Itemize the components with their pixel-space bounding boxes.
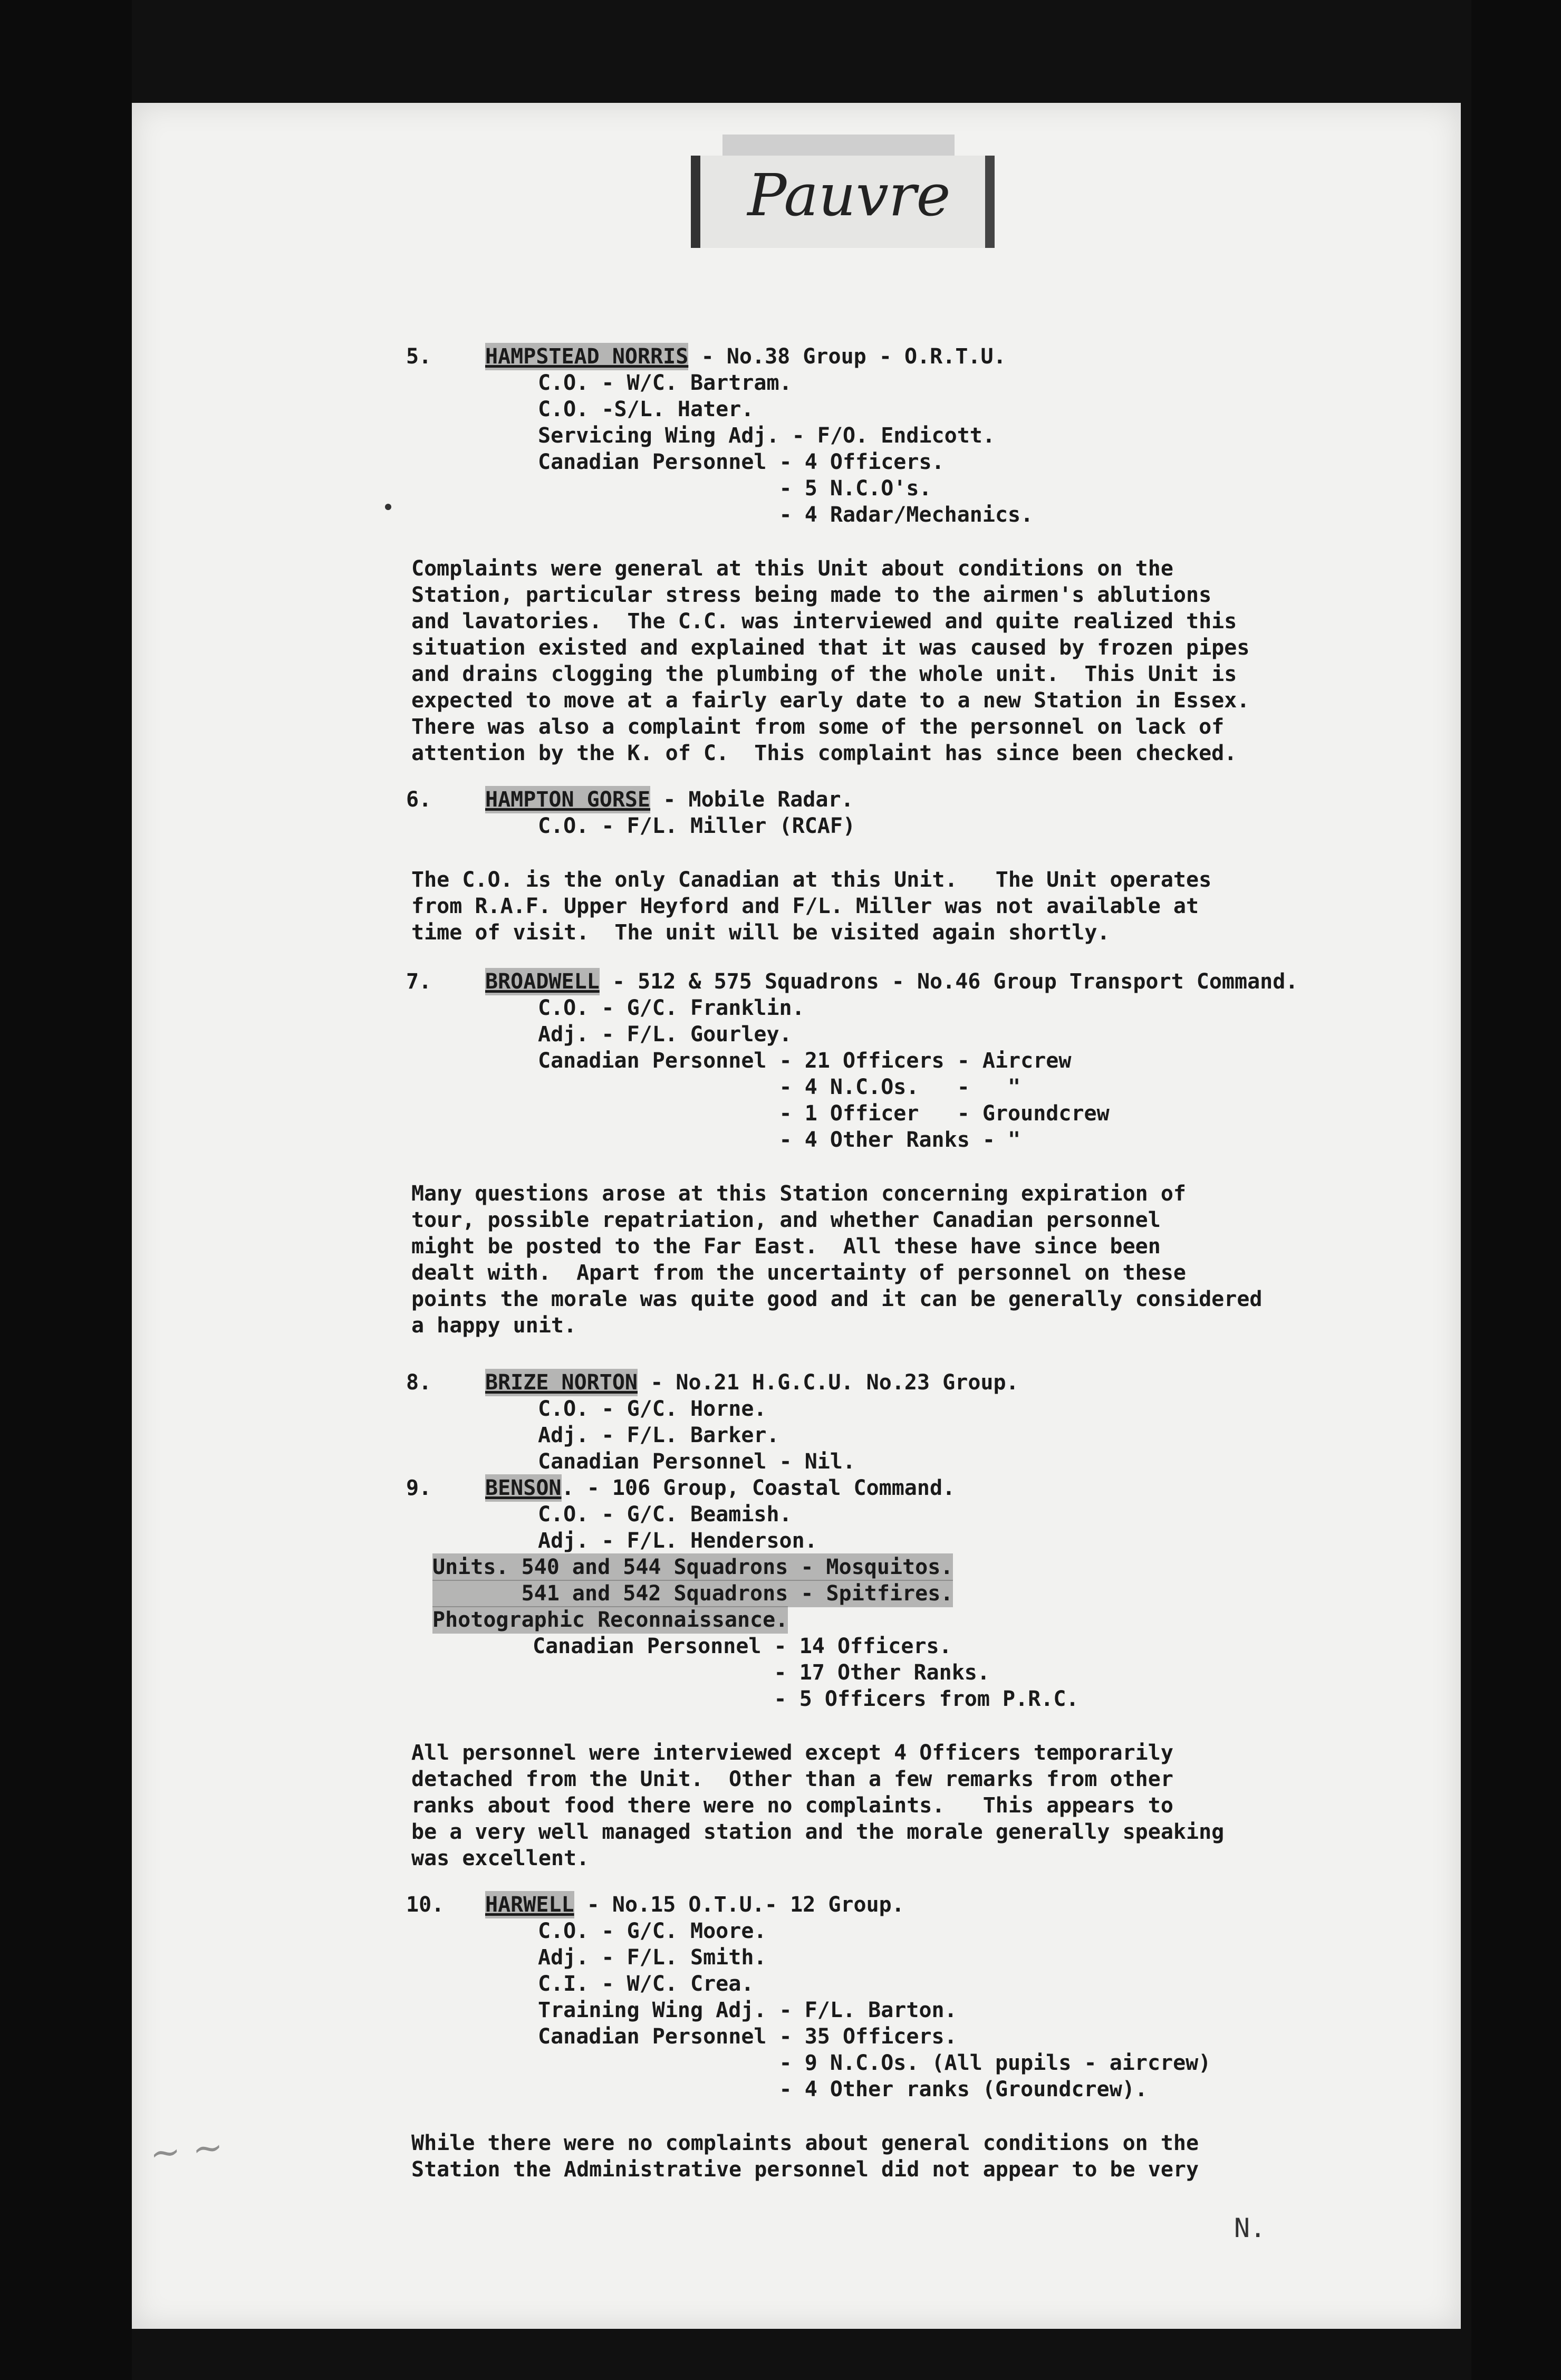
entry-number: 7. [406,970,432,994]
paragraph-line: from R.A.F. Upper Heyford and F/L. Miller was not available at [411,894,1199,918]
paragraph-line: be a very well managed station and the morale generally speaking [411,1820,1225,1844]
detail-line: Canadian Personnel - Nil. [538,1450,856,1474]
station-info: - No.15 O.T.U.- 12 Group. [574,1893,904,1917]
detail-line: C.O. - G/C. Horne. [538,1397,767,1421]
document-page [132,103,1461,2329]
detail-line: Canadian Personnel - 21 Officers - Aircrew [538,1049,1072,1073]
paragraph-line: detached from the Unit. Other than a few remarks from other [411,1767,1173,1791]
detail-line: - 4 Radar/Mechanics. [538,503,1034,527]
paragraph-line: Station, particular stress being made to the airmen's ablutions [411,583,1212,607]
personnel-line: - 5 Officers from P.R.C. [533,1687,1079,1711]
station-info: - No.38 Group - O.R.T.U. [688,344,1006,369]
paragraph-line: Complaints were general at this Unit about conditions on the [411,556,1173,581]
paragraph-line: was excellent. [411,1846,590,1870]
detail-line: Canadian Personnel - 4 Officers. [538,450,945,474]
paragraph-line: All personnel were interviewed except 4 Officers temporarily [411,1741,1173,1765]
paragraph-line: The C.O. is the only Canadian at this Unit. The Unit operates [411,868,1212,892]
detail-line: C.O. - F/L. Miller (RCAF) [538,814,856,838]
paragraph-line: While there were no complaints about general conditions on the [411,2131,1199,2155]
detail-line: Canadian Personnel - 35 Officers. [538,2024,957,2049]
detail-line: C.O. - G/C. Beamish. [538,1502,792,1527]
detail-line: C.I. - W/C. Crea. [538,1972,754,1996]
paragraph-line: and lavatories. The C.C. was interviewed and quite realized this [411,609,1237,634]
station-name: BENSON [485,1474,562,1502]
film-border-left [0,0,132,2380]
entry-number: 5. [406,344,432,369]
paragraph-line: dealt with. Apart from the uncertainty of personnel on these [411,1261,1187,1285]
detail-line: - 4 Other ranks (Groundcrew). [538,2077,1148,2101]
report-text [132,103,1461,2329]
detail-line: Adj. - F/L. Henderson. [538,1529,817,1553]
unit-line: Units. 540 and 544 Squadrons - Mosquitos. [432,1553,953,1581]
paragraph-line: tour, possible repatriation, and whether Canadian personnel [411,1208,1161,1232]
paragraph-line: and drains clogging the plumbing of the whole unit. This Unit is [411,662,1237,686]
entry-number: 8. [406,1370,432,1395]
entry-number: 6. [406,788,432,812]
detail-line: - 9 N.C.Os. (All pupils - aircrew) [538,2051,1211,2075]
corner-mark: N. [1234,2213,1266,2243]
entry-number: 10. [406,1893,445,1917]
paragraph-line: situation existed and explained that it was caused by frozen pipes [411,636,1250,660]
detail-line: Training Wing Adj. - F/L. Barton. [538,1998,957,2022]
station-info: - Mobile Radar. [650,788,854,812]
detail-line: Adj. - F/L. Barker. [538,1423,779,1447]
paragraph-line: Station the Administrative personnel did not appear to be very [411,2157,1199,2182]
paragraph-line: a happy unit. [411,1313,577,1338]
detail-line: C.O. -S/L. Hater. [538,397,754,421]
film-border-right [1471,0,1561,2380]
detail-line: C.O. - G/C. Franklin. [538,996,805,1020]
paragraph-line: Many questions arose at this Station concerning expiration of [411,1182,1187,1206]
station-info: . - 106 Group, Coastal Command. [561,1476,956,1500]
detail-line: C.O. - W/C. Bartram. [538,371,792,395]
entry-number: 9. [406,1476,432,1500]
detail-line: - 4 N.C.Os. - " [538,1075,1021,1099]
paragraph-line: might be posted to the Far East. All these have since been [411,1234,1161,1259]
punch-mark [385,504,391,510]
station-name: BRIZE NORTON [485,1369,638,1396]
paragraph-line: time of visit. The unit will be visited again shortly. [411,920,1110,945]
detail-line: - 5 N.C.O's. [538,476,932,501]
paragraph-line: attention by the K. of C. This complaint has since been checked. [411,741,1237,765]
station-name: HAMPSTEAD NORRIS [485,343,688,370]
paragraph-line: ranks about food there were no complaints. This appears to [411,1793,1173,1818]
personnel-line: - 17 Other Ranks. [533,1661,990,1685]
paragraph-line: expected to move at a fairly early date to a new Station in Essex. [411,688,1250,713]
station-info: - 512 & 575 Squadrons - No.46 Group Transport Command. [599,970,1298,994]
paragraph-line: There was also a complaint from some of the personnel on lack of [411,715,1225,739]
personnel-line: Canadian Personnel - 14 Officers. [533,1634,952,1658]
detail-line: C.O. - G/C. Moore. [538,1919,767,1943]
signature-smudge: ~ ~ [147,2125,226,2176]
unit-line: 541 and 542 Squadrons - Spitfires. [432,1580,953,1607]
detail-line: Servicing Wing Adj. - F/O. Endicott. [538,424,995,448]
detail-line: Adj. - F/L. Gourley. [538,1022,792,1047]
detail-line: - 1 Officer - Groundcrew [538,1101,1110,1126]
station-info: - No.21 H.G.C.U. No.23 Group. [638,1370,1019,1395]
station-name: BROADWELL [485,968,600,995]
detail-line: Adj. - F/L. Smith. [538,1945,767,1970]
paragraph-line: points the morale was quite good and it can be generally considered [411,1287,1263,1311]
handwritten-stamp: Pauvre [747,161,951,229]
unit-line: Photographic Reconnaissance. [432,1606,788,1634]
station-name: HAMPTON GORSE [485,786,650,813]
station-name: HARWELL [485,1891,574,1918]
detail-line: - 4 Other Ranks - " [538,1128,1021,1152]
